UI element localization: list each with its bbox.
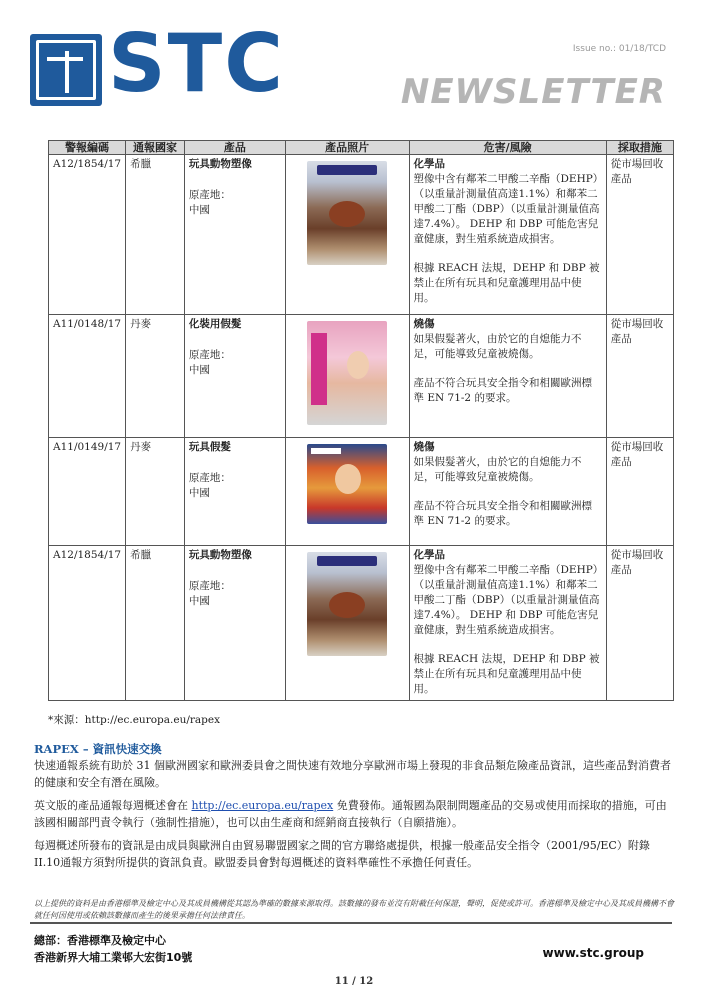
photo-cell <box>285 155 409 315</box>
rapex-alert-table <box>48 140 674 701</box>
brand-wordmark: STC <box>108 17 285 110</box>
origin-country: 中國 <box>188 487 210 499</box>
header-alert-code: 警報編碼 <box>49 141 126 155</box>
hazard-description: 如果假髮著火，由於它的自熄能力不足，可能導致兒童被燒傷。 <box>413 333 582 360</box>
hazard-title: 化學品 <box>413 158 445 170</box>
alert-code: A12/1854/17 <box>49 546 126 701</box>
origin-country: 中國 <box>188 204 210 216</box>
alert-code: A11/0149/17 <box>49 438 126 546</box>
notifying-country: 希臘 <box>126 155 185 315</box>
hazard-note: 根據 REACH 法規，DEHP 和 DBP 被禁止在所有玩具和兒童護理用品中使用。 <box>413 653 600 695</box>
paragraph-intro: 快速通報系統有助於 31 個歐洲國家和歐洲委員會之間快速有效地分享歐洲市場上發現的非食品類危險產品資訊，這些產品對消費者的健康和安全有潛在風險。 <box>34 759 671 789</box>
product-photo <box>307 161 387 265</box>
stc-logo-icon <box>30 34 102 106</box>
header-product: 產品 <box>184 141 285 155</box>
hazard-description: 塑像中含有鄰苯二甲酸二辛酯（DEHP）（以重量計測量值高達1.1%）和鄰苯二甲酸二丁酯（DBP）（以重量計測量值高達7.4%）。 DEHP 和 DBP 可能危害兒童健康，對生殖系統造成損害。 <box>413 564 600 636</box>
product-photo <box>307 444 387 524</box>
hazard-cell <box>409 315 606 438</box>
hazard-note: 產品不符合玩具安全指令和相關歐洲標準 EN 71-2 的要求。 <box>413 500 592 527</box>
hazard-cell <box>409 155 606 315</box>
notifying-country: 丹麥 <box>126 315 185 438</box>
paragraph-text: 英文版的產品通報每週概述會在 <box>34 799 192 812</box>
header-hazard: 危害/風險 <box>409 141 606 155</box>
hq-name: 總部：香港標準及檢定中心 <box>34 934 166 947</box>
paragraph-responsibility: 每週概述所發布的資訊是由成員與歐洲自由貿易聯盟國家之間的官方聯絡處提供，根據一般產品安全指令（2001/95/EC）附錄II.10通報方須對所提供的資訊負責。歐盟委員會對每週概述的資料準確性不承擔任何責任。 <box>34 839 650 869</box>
hazard-note: 根據 REACH 法規，DEHP 和 DBP 被禁止在所有玩具和兒童護理用品中使用。 <box>413 262 600 304</box>
product-photo <box>307 321 387 425</box>
hazard-description: 塑像中含有鄰苯二甲酸二辛酯（DEHP）（以重量計測量值高達1.1%）和鄰苯二甲酸二丁酯（DBP）（以重量計測量值高達7.4%）。 DEHP 和 DBP 可能危害兒童健康，對生殖系統造成損害。 <box>413 173 600 245</box>
newsletter-title: NEWSLETTER <box>400 72 666 112</box>
page-number: 11 / 12 <box>334 976 374 987</box>
measure-taken: 從市場回收產品 <box>606 546 673 701</box>
measure-taken: 從市場回收產品 <box>606 155 673 315</box>
product-name: 化裝用假髮 <box>188 318 242 330</box>
table-header-row <box>49 141 674 155</box>
alert-code: A11/0148/17 <box>49 315 126 438</box>
origin-label: 原產地： <box>188 349 231 361</box>
product-cell <box>184 546 285 701</box>
notifying-country: 希臘 <box>126 546 185 701</box>
table-row <box>49 315 674 438</box>
header-measure: 採取措施 <box>606 141 673 155</box>
section-title: RAPEX – 資訊快速交換 <box>34 742 162 756</box>
photo-cell <box>285 315 409 438</box>
photo-cell <box>285 438 409 546</box>
website[interactable]: www.stc.group <box>542 946 644 960</box>
product-name: 玩具假髮 <box>188 441 231 453</box>
product-name: 玩具動物塑像 <box>188 549 252 561</box>
product-photo <box>307 552 387 656</box>
product-cell <box>184 438 285 546</box>
hazard-cell <box>409 438 606 546</box>
header-country: 通報國家 <box>126 141 185 155</box>
origin-country: 中國 <box>188 595 210 607</box>
hazard-cell <box>409 546 606 701</box>
hq-address: 香港新界大埔工業邨大宏街10號 <box>34 951 193 964</box>
photo-cell <box>285 546 409 701</box>
product-cell <box>184 315 285 438</box>
rapex-link[interactable]: http://ec.europa.eu/rapex <box>191 799 334 812</box>
hazard-title: 燒傷 <box>413 441 435 453</box>
table-row <box>49 155 674 315</box>
headquarters-address <box>34 932 192 966</box>
origin-label: 原產地： <box>188 472 231 484</box>
hazard-title: 化學品 <box>413 549 445 561</box>
disclaimer: 以上提供的資料是由香港標準及檢定中心及其成員機構從其認為準確的數據來源取得。該數據的發布並沒有附載任何保證，聲明，促使或許可。香港標準及檢定中心及其成員機構不會就任何因使用或依賴該數據而產生的後果承擔任何法律責任。 <box>34 899 674 920</box>
issue-number: Issue no.: 01/18/TCD <box>572 44 666 54</box>
notifying-country: 丹麥 <box>126 438 185 546</box>
table-row <box>49 438 674 546</box>
alert-code: A12/1854/17 <box>49 155 126 315</box>
footer-divider <box>30 922 672 924</box>
measure-taken: 從市場回收產品 <box>606 438 673 546</box>
origin-label: 原產地： <box>188 580 231 592</box>
paragraph-text: 免費發佈。通報國為限制問題產品的交易或使用而採取的措施，可由該國相關部門責令執行（強制性措施），也可以由生產商和經銷商直接執行（自願措施）。 <box>34 799 667 829</box>
measure-taken: 從市場回收產品 <box>606 315 673 438</box>
source-note: *來源：http://ec.europa.eu/rapex <box>48 714 221 726</box>
header-photo: 產品照片 <box>285 141 409 155</box>
product-cell <box>184 155 285 315</box>
origin-country: 中國 <box>188 364 210 376</box>
origin-label: 原產地： <box>188 189 231 201</box>
hazard-title: 燒傷 <box>413 318 435 330</box>
paragraph-weekly <box>34 797 674 831</box>
product-name: 玩具動物塑像 <box>188 158 252 170</box>
hazard-note: 產品不符合玩具安全指令和相關歐洲標準 EN 71-2 的要求。 <box>413 377 592 404</box>
hazard-description: 如果假髮著火，由於它的自熄能力不足，可能導致兒童被燒傷。 <box>413 456 582 483</box>
table-row <box>49 546 674 701</box>
